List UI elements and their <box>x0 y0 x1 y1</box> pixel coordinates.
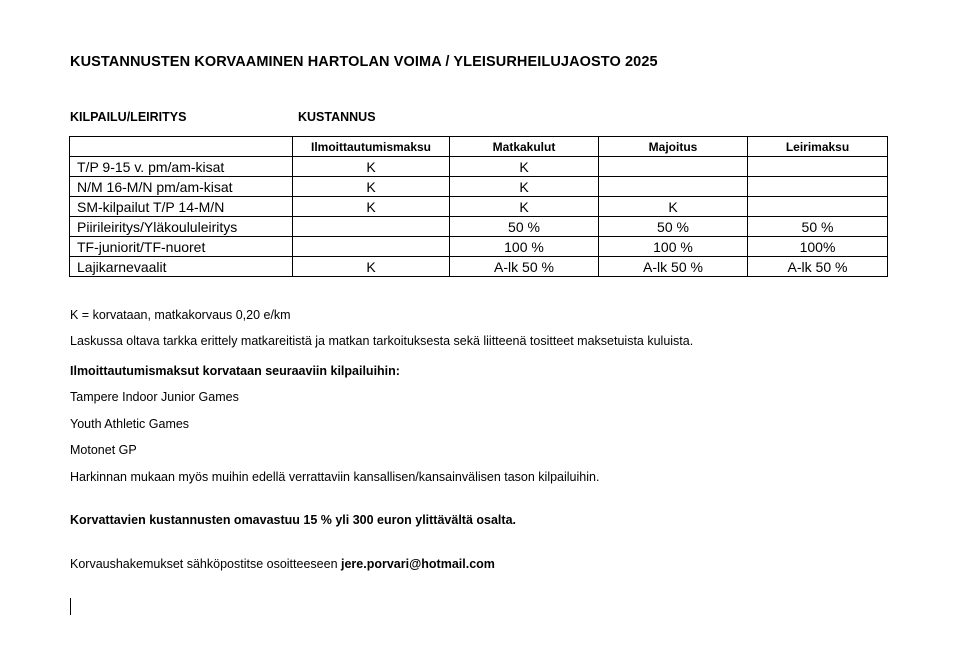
deductible-note: Korvattavien kustannusten omavastuu 15 % yli 300 euron ylittävältä osalta. <box>70 513 516 527</box>
table-cell: K <box>599 197 748 217</box>
table-cell: K <box>450 157 599 177</box>
column-label-competition: KILPAILU/LEIRITYS <box>70 110 187 124</box>
competition-item: Motonet GP <box>70 443 137 457</box>
table-cell <box>599 177 748 197</box>
table-cell: K <box>293 177 450 197</box>
table-header-empty <box>70 137 293 157</box>
table-cell: K <box>293 197 450 217</box>
discretionary-note: Harkinnan mukaan myös muihin edellä verrattaviin kansallisen/kansainvälisen tason kilpailuihin. <box>70 470 600 484</box>
table-header-registration-fee: Ilmoittautumismaksu <box>293 137 450 157</box>
table-cell <box>748 157 888 177</box>
table-cell: K <box>293 257 450 277</box>
table-cell: 50 % <box>599 217 748 237</box>
table-row <box>70 217 888 237</box>
table-cell: A-lk 50 % <box>599 257 748 277</box>
table-header-camp-fee: Leirimaksu <box>748 137 888 157</box>
text-cursor <box>70 598 71 615</box>
table-cell: 50 % <box>450 217 599 237</box>
column-label-cost: KUSTANNUS <box>298 110 376 124</box>
contact-line <box>70 557 495 571</box>
legend-note: K = korvataan, matkakorvaus 0,20 e/km <box>70 308 291 322</box>
table-cell-name: T/P 9-15 v. pm/am-kisat <box>70 157 293 177</box>
table-cell-name: SM-kilpailut T/P 14-M/N <box>70 197 293 217</box>
table-cell <box>293 217 450 237</box>
table-cell: 100 % <box>450 237 599 257</box>
competition-item: Youth Athletic Games <box>70 417 190 431</box>
cost-table <box>69 136 888 277</box>
contact-email[interactable]: jere.porvari@hotmail.com <box>341 557 495 571</box>
table-cell-name: TF-juniorit/TF-nuoret <box>70 237 293 257</box>
table-cell <box>599 157 748 177</box>
table-header-row <box>70 137 888 157</box>
table-cell <box>293 237 450 257</box>
invoice-requirements-note: Laskussa oltava tarkka erittely matkareitistä ja matkan tarkoituksesta sekä liitteenä tositteet maksetuista kuluista. <box>70 334 694 348</box>
table-row <box>70 157 888 177</box>
table-cell: 50 % <box>748 217 888 237</box>
table-cell <box>748 197 888 217</box>
table-row <box>70 197 888 217</box>
table-cell-name: Lajikarnevaalit <box>70 257 293 277</box>
table-header-travel-costs: Matkakulut <box>450 137 599 157</box>
contact-prefix: Korvaushakemukset sähköpostitse osoitteeseen <box>70 557 341 571</box>
page-title: KUSTANNUSTEN KORVAAMINEN HARTOLAN VOIMA / YLEISURHEILUJAOSTO 2025 <box>70 54 658 70</box>
table-cell-name: Piirileiritys/Yläkoululeiritys <box>70 217 293 237</box>
table-row <box>70 257 888 277</box>
table-cell: K <box>450 177 599 197</box>
competition-item: Tampere Indoor Junior Games <box>70 390 239 404</box>
table-header-accommodation: Majoitus <box>599 137 748 157</box>
table-row <box>70 177 888 197</box>
table-cell <box>748 177 888 197</box>
table-cell: 100% <box>748 237 888 257</box>
table-cell-name: N/M 16-M/N pm/am-kisat <box>70 177 293 197</box>
table-cell: A-lk 50 % <box>748 257 888 277</box>
fees-heading: Ilmoittautumismaksut korvataan seuraaviin kilpailuihin: <box>70 364 400 378</box>
table-cell: K <box>293 157 450 177</box>
table-cell: A-lk 50 % <box>450 257 599 277</box>
table-row <box>70 237 888 257</box>
table-cell: 100 % <box>599 237 748 257</box>
table-cell: K <box>450 197 599 217</box>
